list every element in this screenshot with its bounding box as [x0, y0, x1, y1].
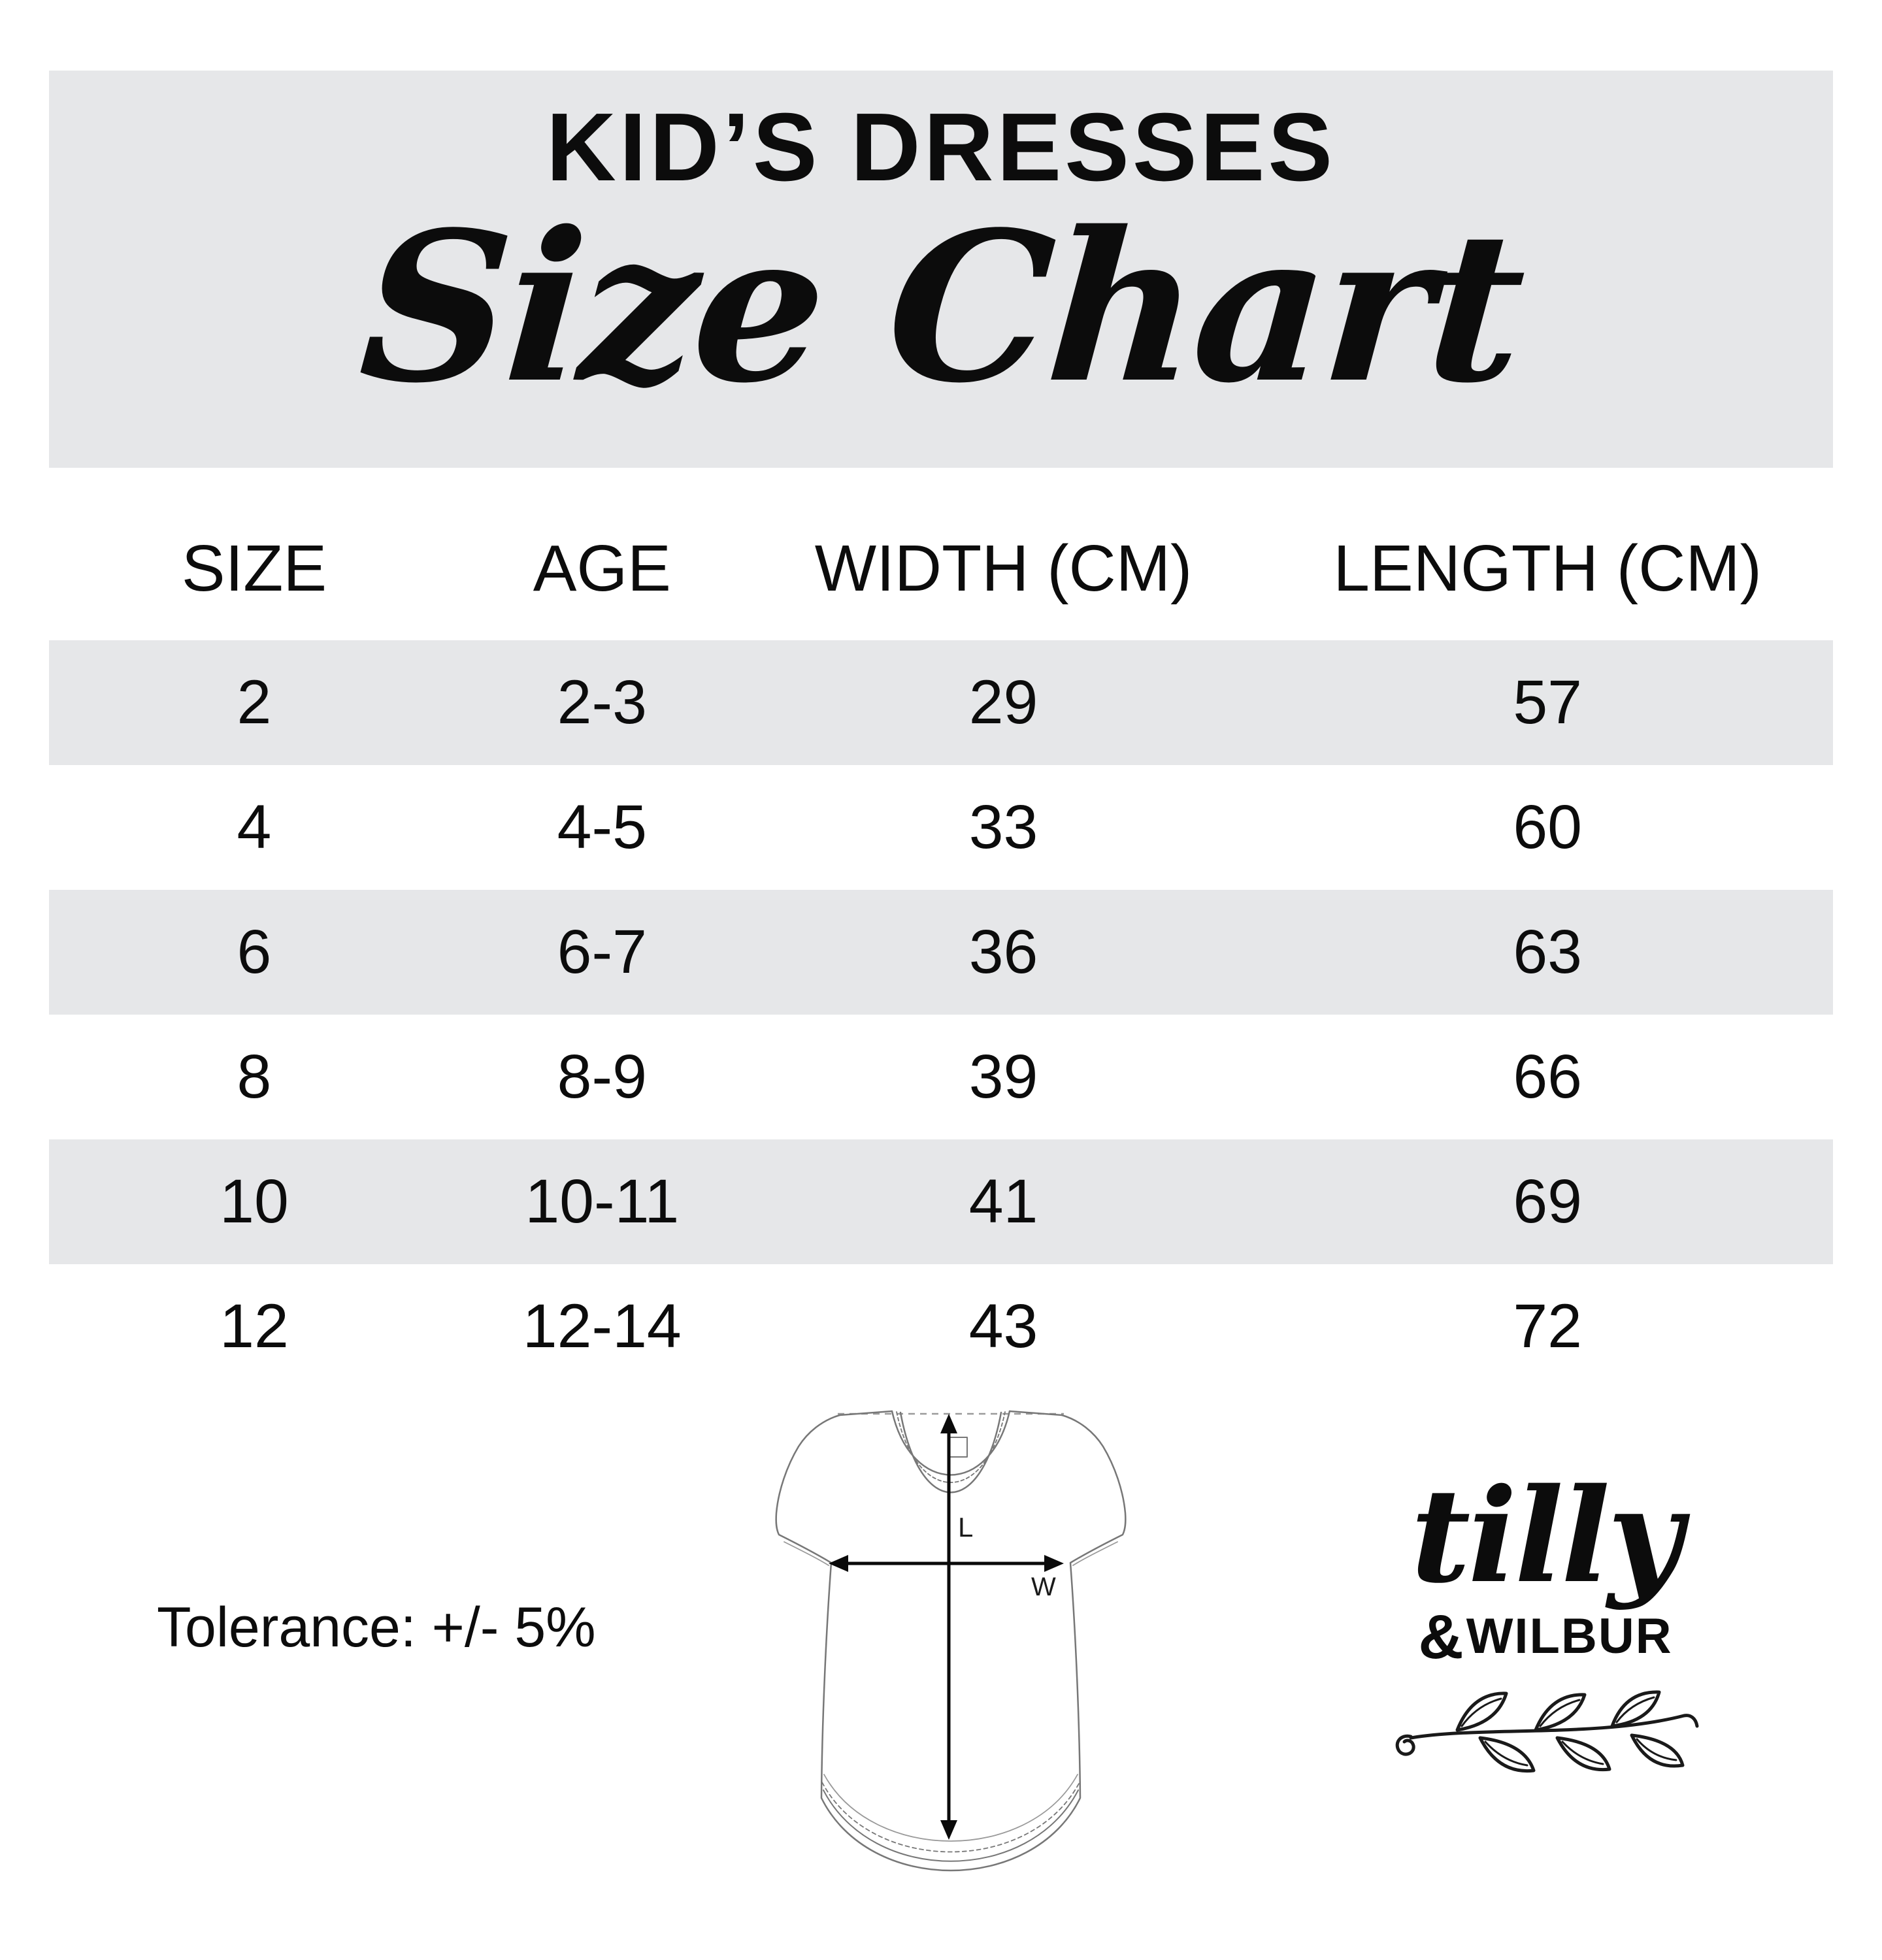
column-header-width: WIDTH (CM) [814, 531, 1193, 605]
table-cell: 29 [968, 668, 1038, 737]
table-cell: 8 [237, 1042, 272, 1111]
brand-name-script: tilly [1410, 1460, 1681, 1612]
column-header-length: LENGTH (CM) [1333, 531, 1762, 605]
table-cell: 43 [968, 1292, 1038, 1361]
table-cell: 6 [237, 917, 272, 987]
cuff-inner-left [784, 1542, 829, 1565]
dress-measurement-diagram [745, 1398, 1170, 1882]
brand-logo [1382, 1460, 1709, 1779]
table-header-row [49, 497, 1833, 640]
table-cell: 69 [1513, 1167, 1582, 1236]
length-label: L [958, 1512, 974, 1543]
leaf-down-3 [1632, 1735, 1683, 1766]
table-cell: 10-11 [525, 1167, 680, 1236]
table-cell: 66 [1513, 1042, 1582, 1111]
table-cell: 41 [968, 1167, 1038, 1236]
brand-wordmark-text: WILBUR [1466, 1609, 1673, 1664]
table-cell: 57 [1513, 668, 1582, 737]
width-arrowhead-right [1044, 1555, 1064, 1572]
neck-tag [949, 1437, 967, 1457]
table-row [49, 1015, 1833, 1139]
width-label: W [1031, 1573, 1056, 1601]
brand-wordmark [1382, 1602, 1709, 1672]
table-cell: 63 [1513, 917, 1582, 987]
table-cell: 12-14 [522, 1292, 682, 1361]
leaf-down-2 [1557, 1738, 1610, 1770]
table-cell: 4-5 [557, 792, 647, 862]
table-row [49, 1139, 1833, 1264]
table-row [49, 640, 1833, 765]
table-cell: 39 [968, 1042, 1038, 1111]
garment-outline [776, 1415, 1126, 1870]
table-row [49, 1264, 1833, 1389]
column-header-age: AGE [533, 531, 671, 605]
table-cell: 2 [237, 668, 272, 737]
table-cell: 8-9 [557, 1042, 647, 1111]
table-cell: 60 [1513, 792, 1582, 862]
table-cell: 6-7 [557, 917, 647, 987]
table-cell: 33 [968, 792, 1038, 862]
length-arrowhead-top [940, 1414, 957, 1433]
tolerance-note: Tolerance: +/- 5% [157, 1596, 596, 1659]
table-row [49, 890, 1833, 1015]
table-cell: 36 [968, 917, 1038, 987]
brand-ampersand: & [1418, 1602, 1465, 1672]
table-cell: 72 [1513, 1292, 1582, 1361]
cuff-inner-right [1073, 1542, 1117, 1565]
length-arrowhead-bottom [940, 1820, 957, 1840]
table-cell: 12 [220, 1292, 289, 1361]
header-band [49, 71, 1833, 468]
table-cell: 2-3 [557, 668, 647, 737]
page-title: Size Chart [354, 187, 1528, 429]
table-cell: 10 [220, 1167, 289, 1236]
column-header-size: SIZE [181, 531, 327, 605]
table-cell: 4 [237, 792, 272, 862]
table-row [49, 765, 1833, 890]
branch-leaves-icon [1389, 1678, 1702, 1776]
size-table [49, 497, 1833, 1389]
header-kicker: KID’S DRESSES [546, 93, 1336, 201]
